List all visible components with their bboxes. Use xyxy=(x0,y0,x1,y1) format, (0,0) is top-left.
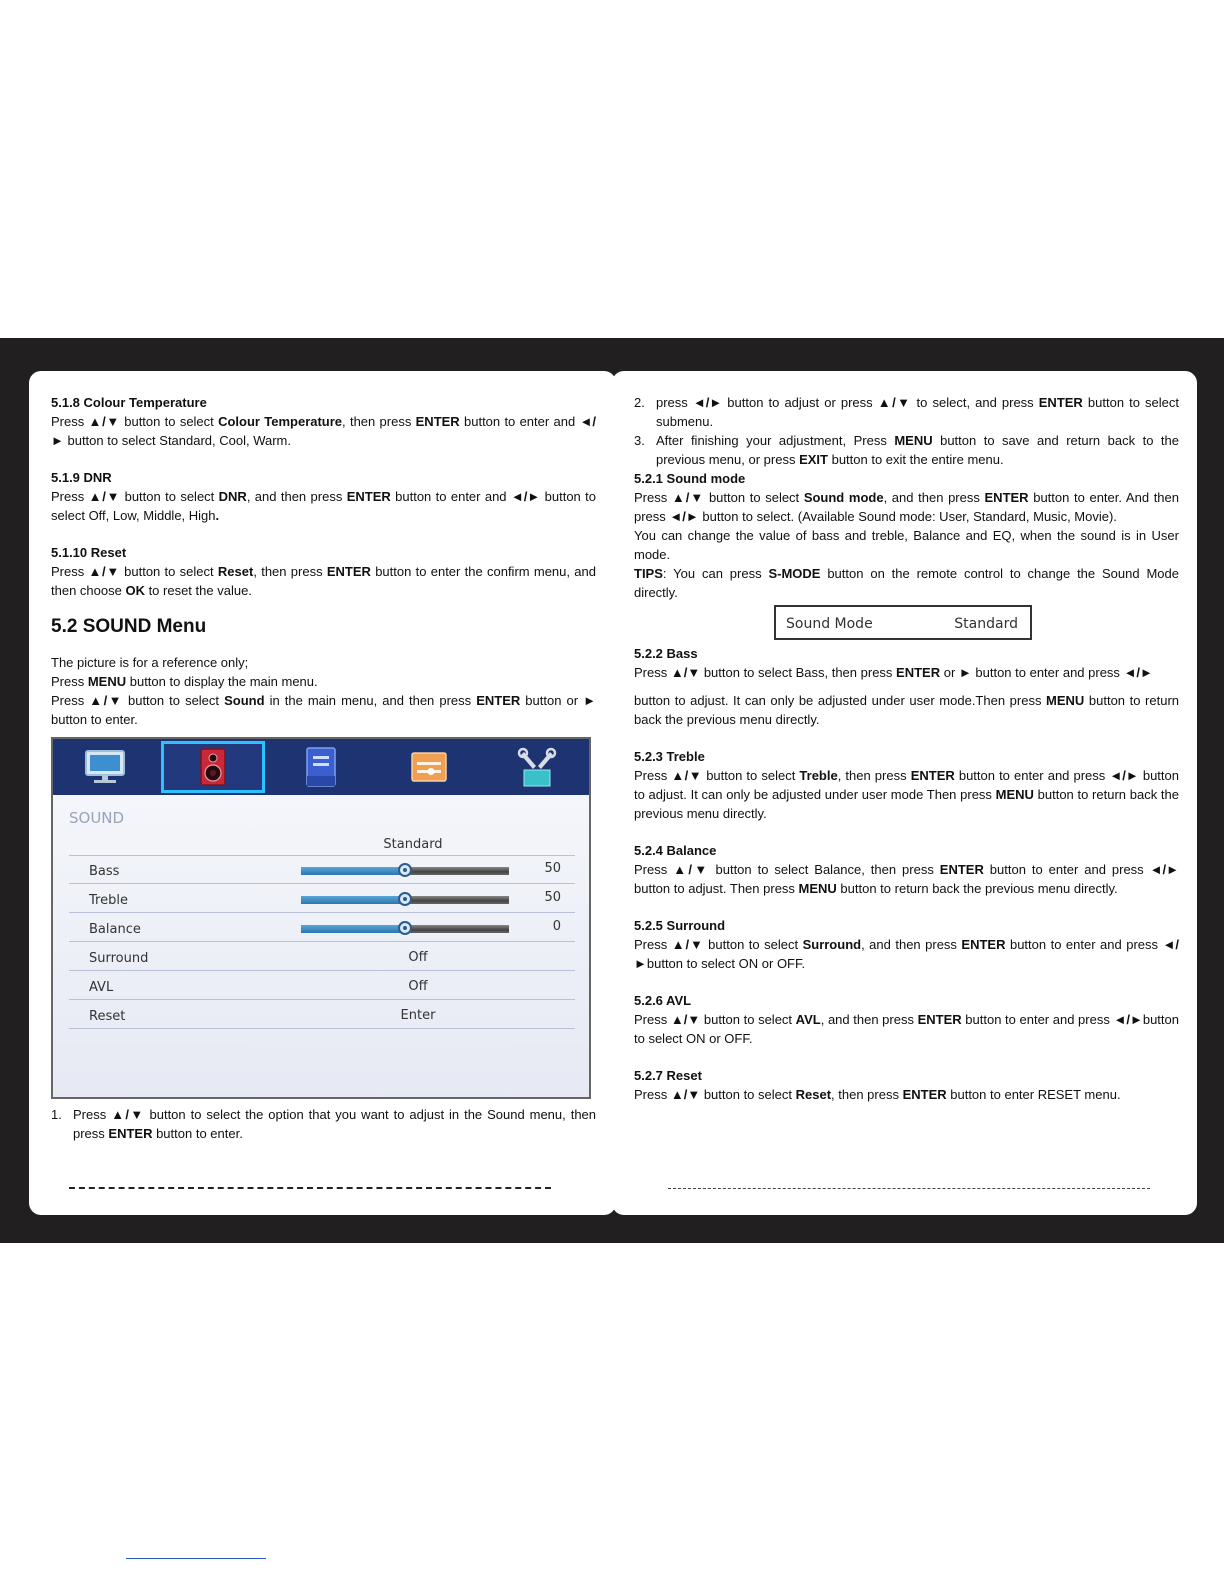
sound-mode-value: Standard xyxy=(954,616,1018,632)
footer-dashed-line xyxy=(668,1188,1150,1189)
osd-row-label: Reset xyxy=(89,1009,126,1024)
tab-sound xyxy=(161,741,265,793)
heading-avl: 5.2.6 AVL xyxy=(634,993,692,1008)
osd-slider-knob xyxy=(398,921,412,935)
para-select-sound: Press ▲/▼ button to select Sound in the main menu, and then press ENTER button or ► button to enter. xyxy=(51,693,596,727)
heading-bass: 5.2.2 Bass xyxy=(634,646,698,661)
setup-icon xyxy=(409,750,449,784)
osd-row-label: AVL xyxy=(89,980,114,995)
sound-mode-box xyxy=(774,605,1032,640)
para-reference-note: The picture is for a reference only; xyxy=(51,655,249,670)
heading-balance: 5.2.4 Balance xyxy=(634,843,717,858)
para-bass-2: button to adjust. It can only be adjusted under user mode.Then press MENU button to return back the previous menu directly. xyxy=(634,693,1180,727)
heading-colour-temperature: 5.1.8 Colour Temperature xyxy=(51,395,207,410)
heading-surround: 5.2.5 Surround xyxy=(634,918,726,933)
para-reset: Press ▲/▼ button to select Reset, then press ENTER button to enter the confirm menu, and then choose OK to reset the value. xyxy=(51,564,596,598)
right-page xyxy=(612,371,1197,1215)
osd-slider-fill xyxy=(301,925,405,933)
para-sound-mode: Press ▲/▼ button to select Sound mode, and then press ENTER button to enter. And then press ◄/► button to select. (Available Sound mode: User, Standard, Music, Movie). xyxy=(634,490,1179,524)
heading-sound-reset: 5.2.7 Reset xyxy=(634,1068,702,1083)
osd-row-surround xyxy=(69,942,575,971)
osd-row-treble xyxy=(69,884,575,913)
osd-row-value: 0 xyxy=(552,919,561,934)
sound-icon xyxy=(198,747,228,787)
para-avl: Press ▲/▼ button to select AVL, and then press ENTER button to enter and press ◄/►button to select ON or OFF. xyxy=(634,1012,1179,1046)
right-column xyxy=(634,393,1179,1104)
para-dnr: Press ▲/▼ button to select DNR, and then press ENTER button to enter and ◄/► button to select Off, Low, Middle, High. xyxy=(51,489,597,523)
heading-reset: 5.1.10 Reset xyxy=(51,545,127,560)
channel-icon xyxy=(304,746,338,788)
heading-dnr: 5.1.9 DNR xyxy=(51,470,112,485)
osd-row-value: 50 xyxy=(544,890,561,905)
osd-sound-mode-value: Standard xyxy=(383,837,443,852)
tab-channel xyxy=(269,741,373,793)
tab-picture xyxy=(53,741,157,793)
osd-row-value: Off xyxy=(408,979,428,994)
osd-row-value: 50 xyxy=(544,861,561,876)
tab-setup xyxy=(377,741,481,793)
para-tips: TIPS: You can press S-MODE button on the remote control to change the Sound Mode directly. xyxy=(634,566,1179,600)
osd-slider-fill xyxy=(301,896,405,904)
para-user-mode: You can change the value of bass and treble, Balance and EQ, when the sound is in User mode. xyxy=(634,528,1179,562)
osd-slider-bass xyxy=(301,867,509,875)
para-bass-1: Press ▲/▼ button to select Bass, then press ENTER or ► button to enter and press ◄/► xyxy=(634,665,1153,680)
osd-title: SOUND xyxy=(69,809,125,827)
list-item-3: 3. After finishing your adjustment, Press MENU button to save and return back to the previous menu, or press EXIT button to exit the entire menu. xyxy=(634,433,1179,467)
left-page xyxy=(29,371,616,1215)
list-item-2: 2. press ◄/► button to adjust or press ▲/▼ to select, and press ENTER button to select submenu. xyxy=(634,395,1180,429)
osd-row-value: Off xyxy=(408,950,428,965)
osd-row-balance xyxy=(69,913,575,942)
para-balance: Press ▲/▼ button to select Balance, then press ENTER button to enter and press ◄/► button to adjust. Then press MENU button to return back the previous menu directly. xyxy=(634,862,1179,896)
decorative-underline xyxy=(126,1558,266,1559)
sound-mode-label: Sound Mode xyxy=(786,616,873,632)
para-sound-reset: Press ▲/▼ button to select Reset, then press ENTER button to enter RESET menu. xyxy=(634,1087,1121,1102)
osd-top-bar xyxy=(53,739,589,795)
heading-treble: 5.2.3 Treble xyxy=(634,749,705,764)
para-press-menu: Press MENU button to display the main menu. xyxy=(51,674,318,689)
para-colour-temperature: Press ▲/▼ button to select Colour Temperature, then press ENTER button to enter and ◄/► button to select Standard, Cool, Warm. xyxy=(51,414,596,448)
osd-row-bass xyxy=(69,855,575,884)
osd-row-label: Bass xyxy=(89,864,120,879)
sound-menu-screenshot xyxy=(51,737,591,1099)
osd-slider-knob xyxy=(398,863,412,877)
osd-row-reset xyxy=(69,1000,575,1029)
osd-slider-knob xyxy=(398,892,412,906)
osd-row-value: Enter xyxy=(400,1008,436,1023)
osd-row-label: Surround xyxy=(89,951,149,966)
para-treble: Press ▲/▼ button to select Treble, then press ENTER button to enter and press ◄/► button to adjust. It can only be adjusted under user mode Then press MENU button to return back the previous menu directly. xyxy=(634,768,1179,821)
tab-tools xyxy=(485,741,589,793)
heading-sound-mode: 5.2.1 Sound mode xyxy=(634,471,746,486)
osd-slider-fill xyxy=(301,867,405,875)
heading-sound-menu: 5.2 SOUND Menu xyxy=(51,616,207,637)
left-column xyxy=(51,393,596,1143)
osd-slider-balance xyxy=(301,925,509,933)
tools-icon xyxy=(516,746,558,788)
osd-row-label: Treble xyxy=(89,893,128,908)
footer-dashed-line xyxy=(69,1187,551,1189)
para-surround: Press ▲/▼ button to select Surround, and then press ENTER button to enter and press ◄/►button to select ON or OFF. xyxy=(634,937,1179,971)
osd-slider-treble xyxy=(301,896,509,904)
picture-icon xyxy=(83,748,127,786)
list-item-1: 1. Press ▲/▼ button to select the option that you want to adjust in the Sound menu, then press ENTER button to enter. xyxy=(51,1107,597,1141)
osd-row-avl xyxy=(69,971,575,1000)
osd-row-label: Balance xyxy=(89,922,141,937)
